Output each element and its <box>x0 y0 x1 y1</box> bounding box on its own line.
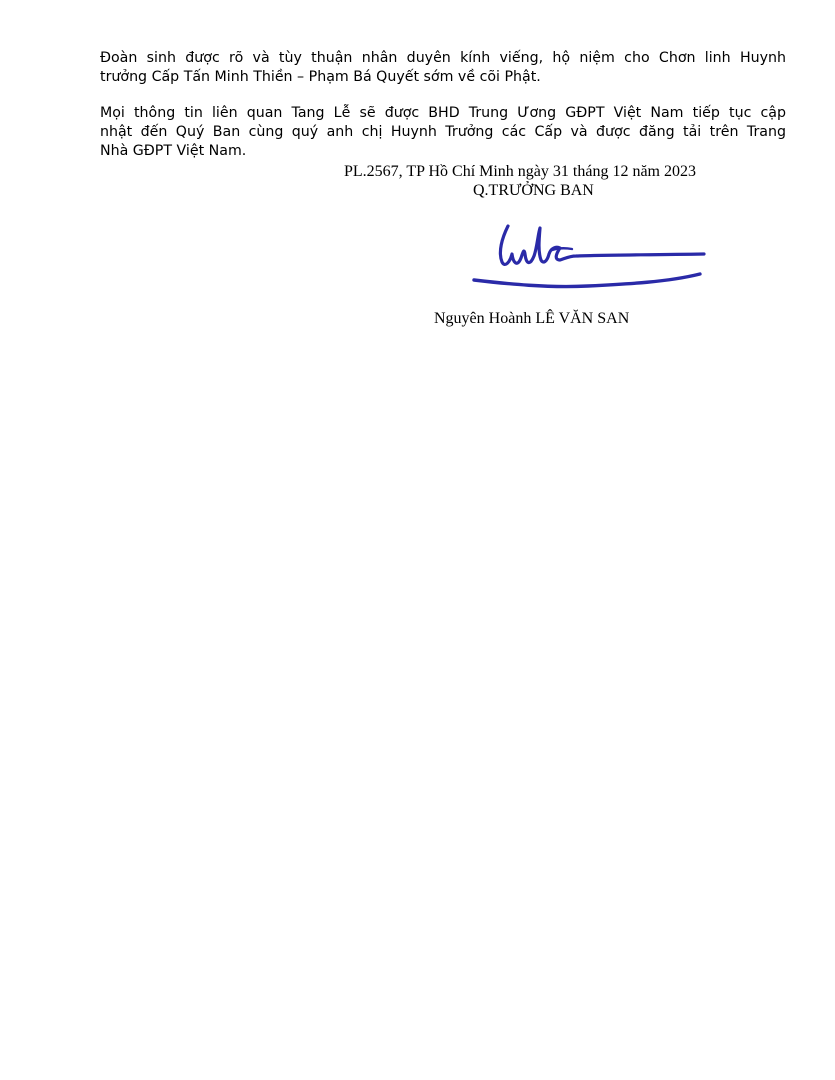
paragraph-line: Mọi thông tin liên quan Tang Lễ sẽ được BHD Trung Ương GĐPT Việt Nam tiếp tục cập <box>100 105 786 121</box>
signature-stroke <box>500 226 704 264</box>
paragraph-line: trưởng Cấp Tấn Minh Thiền – Phạm Bá Quyết sớm về cõi Phật. <box>100 69 541 85</box>
paragraph-information <box>100 104 786 161</box>
paragraph-line: Đoàn sinh được rõ và tùy thuận nhân duyên kính viếng, hộ niệm cho Chơn linh Huynh <box>100 50 786 66</box>
paragraph-condolence <box>100 49 786 87</box>
position-title: Q.TRƯỞNG BAN <box>473 182 594 199</box>
signature-stroke <box>552 248 572 250</box>
paragraph-line: nhật đến Quý Ban cùng quý anh chị Huynh Trưởng các Cấp và được đăng tải trên Trang <box>100 124 786 140</box>
signature-image <box>468 212 708 292</box>
signature-stroke <box>474 274 700 287</box>
signer-name: Nguyên Hoành LÊ VĂN SAN <box>434 310 630 327</box>
paragraph-line: Nhà GĐPT Việt Nam. <box>100 143 247 159</box>
place-date: PL.2567, TP Hồ Chí Minh ngày 31 tháng 12 năm 2023 <box>344 163 696 180</box>
